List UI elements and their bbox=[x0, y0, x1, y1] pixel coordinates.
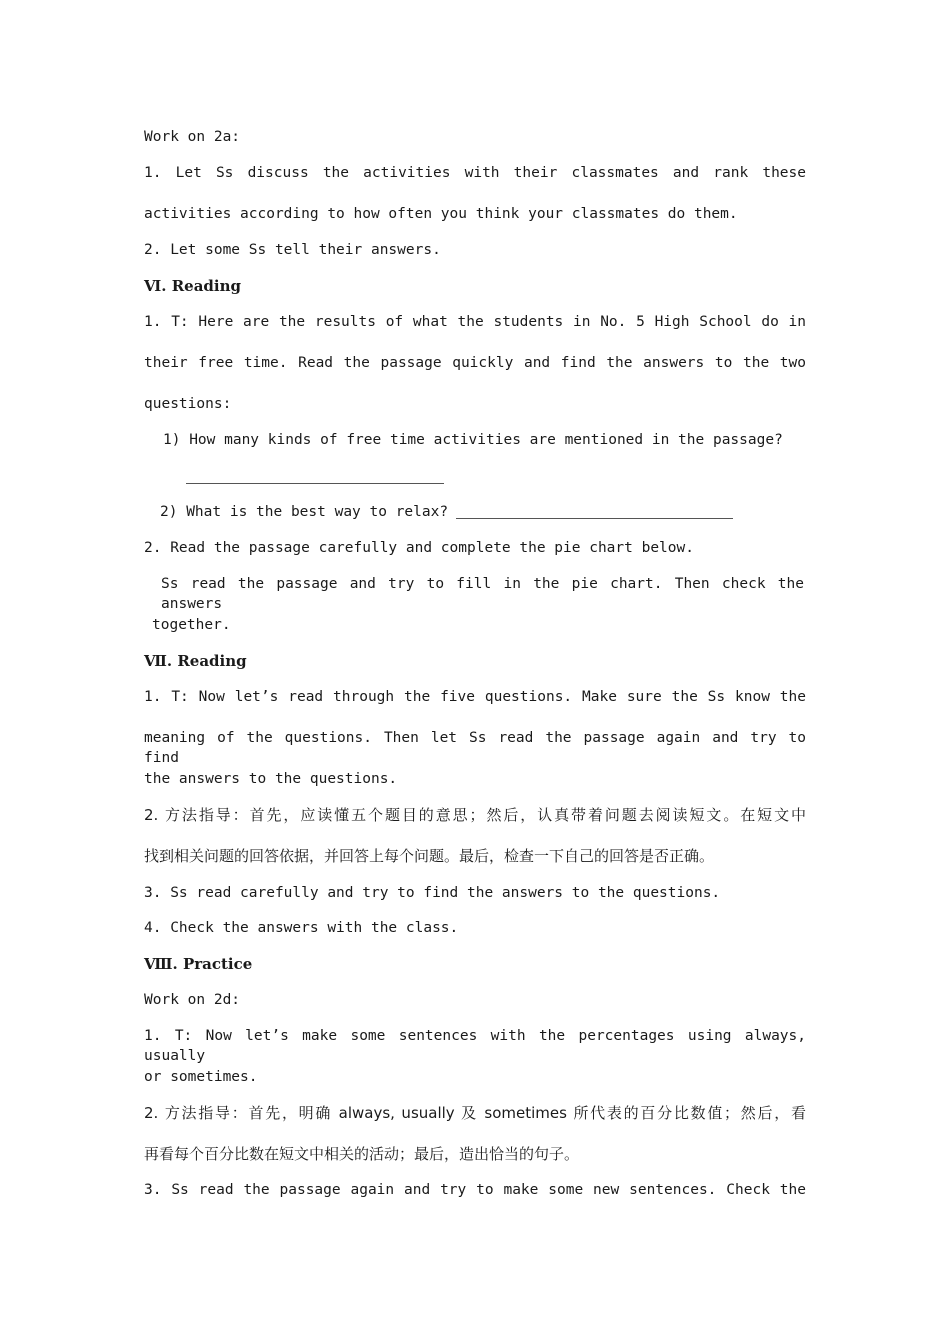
text-line: Ss read the passage and try to fill in the pie chart. Then check the answers bbox=[161, 576, 804, 612]
text-line: 1. T: Now let’s make some sentences with the percentages using always, usually bbox=[144, 1028, 806, 1064]
text-line: 再看每个百分比数在短文中相关的活动；最后，造出恰当的句子。 bbox=[144, 1145, 580, 1163]
question-1: 1) How many kinds of free time activities are mentioned in the passage? bbox=[163, 432, 783, 448]
section-heading-reading-7: Ⅶ. Reading bbox=[144, 652, 247, 670]
text-line: 找到相关问题的回答依据，并回答上每个问题。最后，检查一下自己的回答是否正确。 bbox=[144, 847, 715, 865]
text-line: Work on 2d: bbox=[144, 992, 241, 1008]
text-line: 2. 方法指导：首先，应读懂五个题目的意思；然后，认真带着问题去阅读短文。在短文中 bbox=[144, 806, 806, 824]
text-line: the answers to the questions. bbox=[144, 771, 398, 787]
answer-blank-2 bbox=[456, 518, 733, 519]
text-line: 1. Let Ss discuss the activities with their classmates and rank these bbox=[144, 165, 806, 181]
text-line: Work on 2a: bbox=[144, 129, 241, 145]
text-line: 3. Ss read carefully and try to find the answers to the questions. bbox=[144, 885, 721, 901]
text-line: 2. Read the passage carefully and complete the pie chart below. bbox=[144, 540, 694, 556]
section-heading-practice-8: Ⅷ. Practice bbox=[144, 955, 253, 973]
section-heading-reading-6: Ⅵ. Reading bbox=[144, 277, 242, 295]
text-line: activities according to how often you think your classmates do them. bbox=[144, 206, 738, 222]
text-line: their free time. Read the passage quickly and find the answers to the two bbox=[144, 355, 806, 371]
text-line: or sometimes. bbox=[144, 1069, 258, 1085]
text-line: meaning of the questions. Then let Ss read the passage again and try to find bbox=[144, 730, 806, 766]
text-line: 1. T: Now let’s read through the five questions. Make sure the Ss know the bbox=[144, 689, 806, 705]
text-line: 2. Let some Ss tell their answers. bbox=[144, 242, 441, 258]
question-2: 2) What is the best way to relax? bbox=[160, 504, 449, 520]
answer-blank-1 bbox=[186, 483, 444, 484]
text-line: questions: bbox=[144, 396, 232, 412]
text-line: 3. Ss read the passage again and try to make some new sentences. Check the bbox=[144, 1182, 806, 1198]
text-line: together. bbox=[152, 617, 231, 633]
text-line: 4. Check the answers with the class. bbox=[144, 920, 459, 936]
text-line: 1. T: Here are the results of what the students in No. 5 High School do in bbox=[144, 314, 806, 330]
text-line: 2. 方法指导：首先，明确 always, usually 及 sometimes 所代表的百分比数值；然后，看 bbox=[144, 1104, 806, 1122]
